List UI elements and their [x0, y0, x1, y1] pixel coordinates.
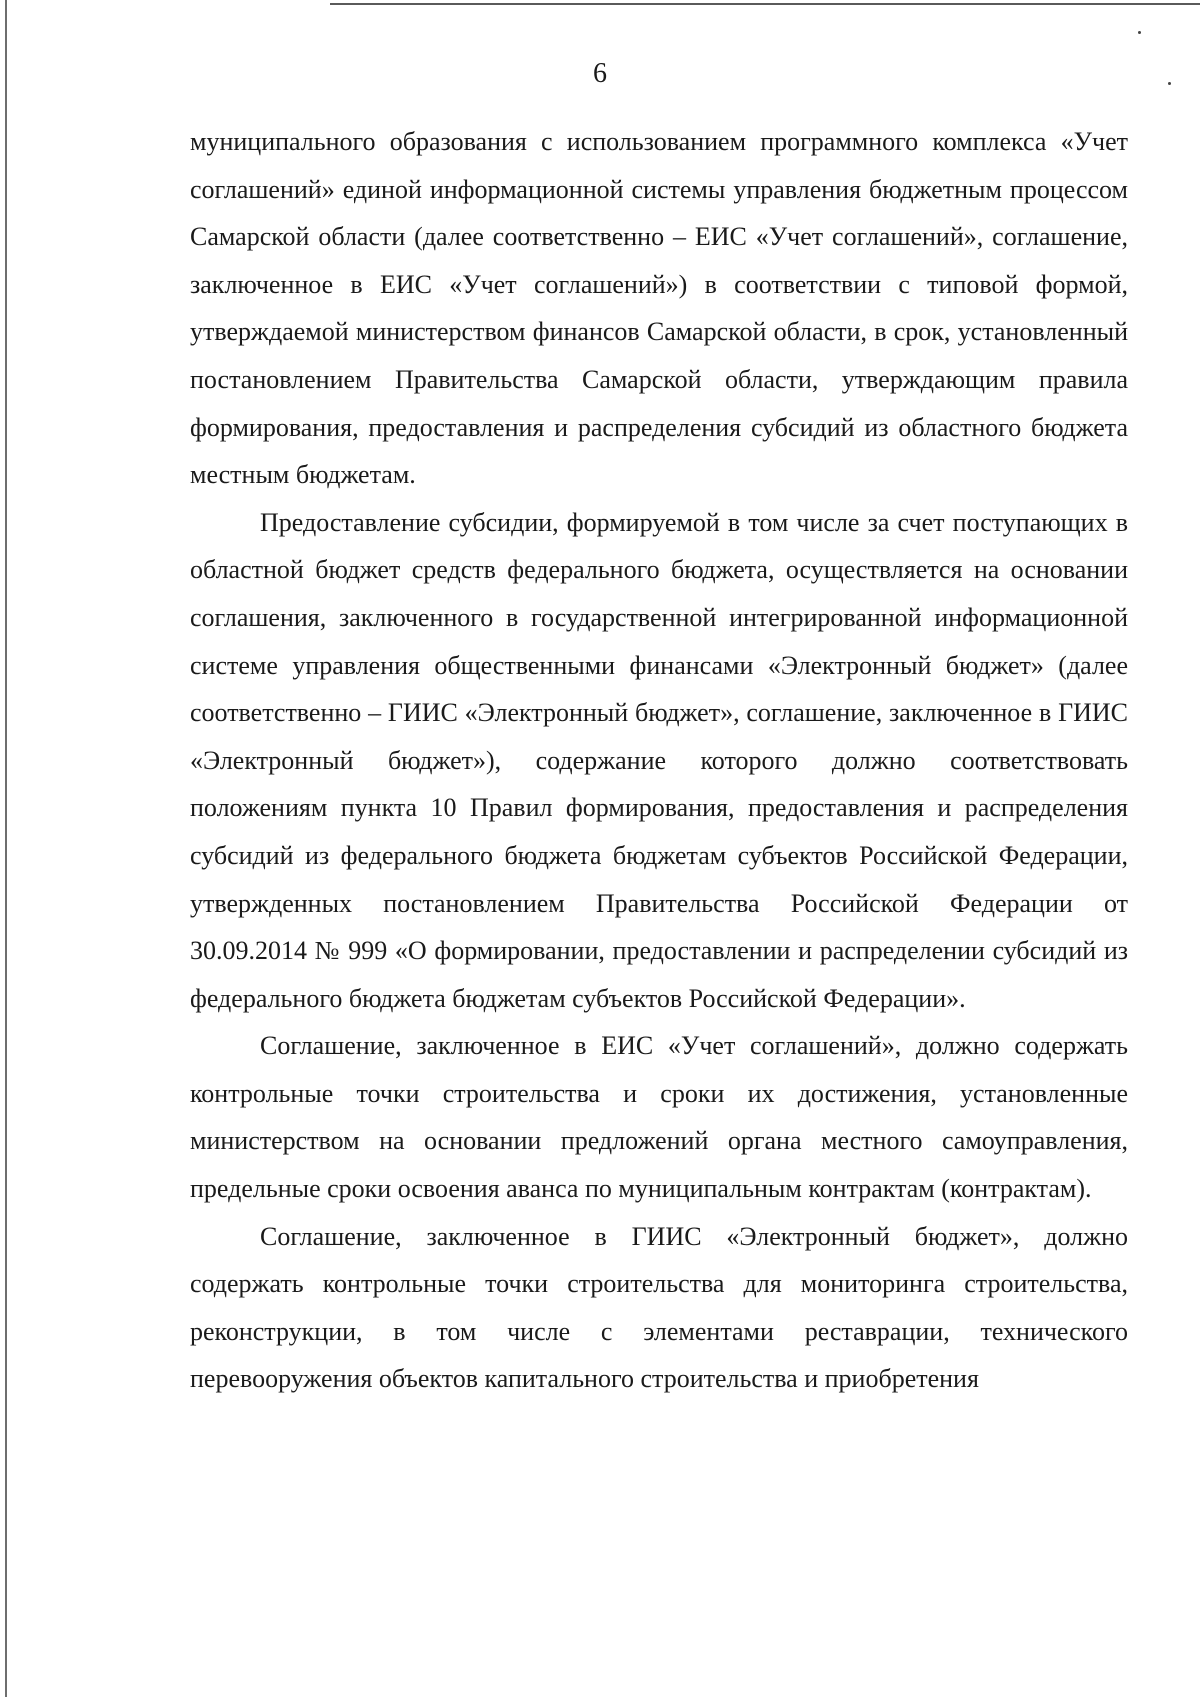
paragraph-3: Соглашение, заключенное в ЕИС «Учет соглашений», должно содержать контрольные точки строительства и сроки их достижения, установленные министерством на основании предложений органа местного самоуправления, предельные сроки освоения аванса по муниципальным контрактам (контрактам). [190, 1031, 1128, 1204]
scan-speck [1138, 31, 1141, 34]
scan-top-edge [330, 3, 1200, 5]
scan-left-edge [5, 0, 7, 1697]
paragraph-2: Предоставление субсидии, формируемой в том числе за счет поступающих в областной бюджет средств федерального бюджета, осуществляется на основании соглашения, заключенного в государственной интегрированной информационной системе управления общественными финансами «Электронный бюджет» (далее соответственно – ГИИС «Электронный бюджет», соглашение, заключенное в ГИИС «Электронный бюджет»), содержание которого должно соответствовать положениям пункта 10 Правил формирования, предоставления и распределения субсидий из федерального бюджета бюджетам субъектов Российской Федерации, утвержденных постановлением Правительства Российской Федерации от 30.09.2014 № 999 «О формировании, предоставлении и распределении субсидий из федерального бюджета бюджетам субъектов Российской Федерации». [190, 507, 1128, 1013]
document-body [190, 118, 1128, 1403]
page-number: 6 [593, 58, 607, 89]
paragraph-1: муниципального образования с использованием программного комплекса «Учет соглашений» единой информационной системы управления бюджетным процессом Самарской области (далее соответственно – ЕИС «Учет соглашений», соглашение, заключенное в ЕИС «Учет соглашений») в соответствии с типовой формой, утверждаемой министерством финансов Самарской области, в срок, установленный постановлением Правительства Самарской области, утверждающим правила формирования, предоставления и распределения субсидий из областного бюджета местным бюджетам. [190, 127, 1128, 490]
paragraph-4: Соглашение, заключенное в ГИИС «Электронный бюджет», должно содержать контрольные точки строительства для мониторинга строительства, реконструкции, в том числе с элементами реставрации, технического перевооружения объектов капитального строительства и приобретения [190, 1221, 1128, 1394]
